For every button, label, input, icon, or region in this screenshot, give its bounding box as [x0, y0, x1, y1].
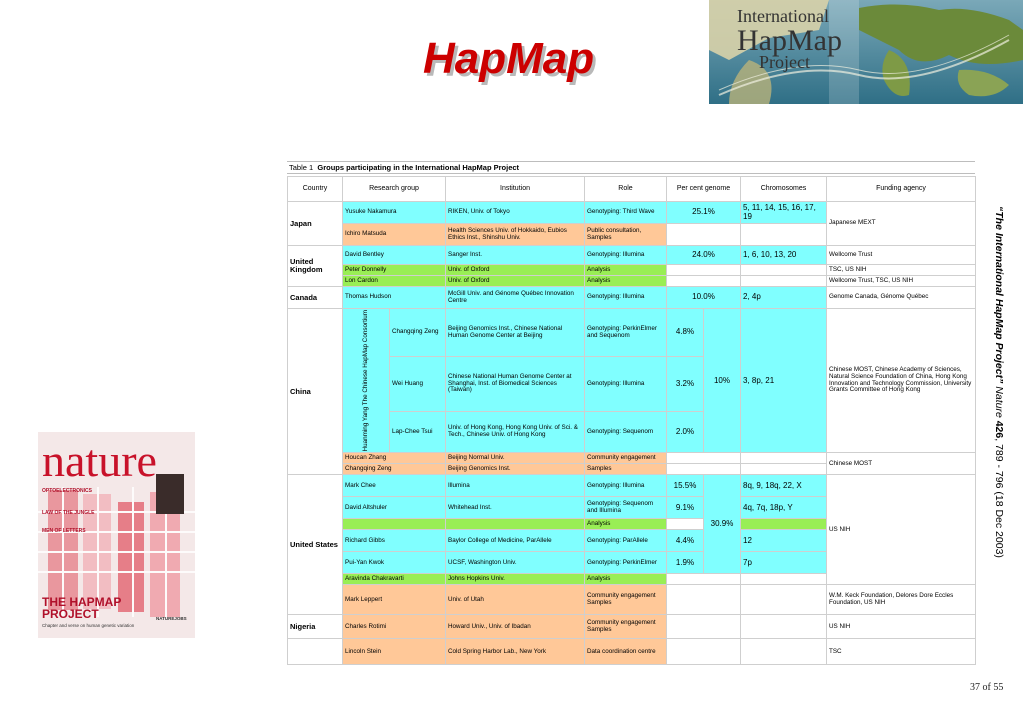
slide-title: HapMap: [423, 34, 595, 83]
hapmap-groups-table: [287, 176, 976, 665]
col-header-percent-genome: Per cent genome: [667, 177, 741, 202]
institution-cell: Univ. of Oxford: [446, 276, 585, 287]
role-cell: Community engagement Samples: [585, 585, 667, 615]
percent-cell: [667, 464, 741, 475]
role-cell: Community engagement Samples: [585, 615, 667, 639]
table-row: [288, 585, 976, 615]
citation-journal: Nature: [993, 386, 1005, 418]
logo-line3: Project: [759, 52, 810, 72]
funding-cell: TSC, US NIH: [827, 265, 976, 276]
chromosomes-cell: 8q, 9, 18q, 22, X: [741, 475, 827, 497]
table-caption-label: Table 1: [289, 163, 314, 172]
percent-cell: [667, 639, 741, 665]
percent-cell: [667, 585, 741, 615]
institution-cell: McGill Univ. and Génome Québec Innovation Centre: [446, 287, 585, 309]
chromosomes-cell: [741, 615, 827, 639]
chromosomes-cell: [741, 574, 827, 585]
percent-cell: [667, 519, 704, 530]
percent-cell: 2.0%: [667, 411, 704, 453]
col-header-research-group: Research group: [343, 177, 446, 202]
cover-headline2: PROJECT: [42, 607, 99, 621]
chromosomes-cell: [741, 453, 827, 464]
funding-cell: US NIH: [827, 475, 976, 585]
funding-cell: Japanese MEXT: [827, 202, 976, 246]
funding-cell: W.M. Keck Foundation, Delores Dore Eccles Foundation, US NIH: [827, 585, 976, 615]
role-cell: Genotyping: Illumina: [585, 475, 667, 497]
caption-rule-top: [287, 161, 975, 162]
chromosomes-cell: 3, 8p, 21: [741, 309, 827, 453]
cover-footer: NATUREJOBS: [156, 616, 187, 621]
table-caption: [289, 163, 519, 172]
institution-cell: Cold Spring Harbor Lab., New York: [446, 639, 585, 665]
consortium-label: Huanming Yang The Chinese HapMap Consortium: [361, 310, 369, 452]
funding-cell: Genome Canada, Génome Québec: [827, 287, 976, 309]
percent-cell: 15.5%: [667, 475, 704, 497]
institution-cell: Johns Hopkins Univ.: [446, 574, 585, 585]
percent-cell: 4.8%: [667, 309, 704, 357]
logo-line1: International: [737, 6, 829, 26]
chromosomes-cell: [741, 639, 827, 665]
nature-cover-image: [38, 432, 195, 638]
citation: [993, 206, 1007, 636]
chromosomes-cell: [741, 265, 827, 276]
group-cell: Lap-Chee Tsui: [390, 411, 446, 453]
funding-cell: TSC: [827, 639, 976, 665]
group-cell: Wei Huang: [390, 357, 446, 412]
cover-teaser1: OPTOELECTRONICS: [42, 488, 92, 494]
table-header-row: [288, 177, 976, 202]
country-cell: [288, 639, 343, 665]
percent-cell: [667, 276, 741, 287]
group-cell: Lon Cardon: [343, 276, 446, 287]
institution-cell: Univ. of Hong Kong, Hong Kong Univ. of Sci. & Tech., Chinese Univ. of Hong Kong: [446, 411, 585, 453]
group-cell: Pui-Yan Kwok: [343, 552, 446, 574]
cover-masthead: nature: [42, 435, 157, 486]
funding-cell: US NIH: [827, 615, 976, 639]
chromosomes-cell: 2, 4p: [741, 287, 827, 309]
table-row: [288, 202, 976, 224]
chromosomes-cell: 1, 6, 10, 13, 20: [741, 246, 827, 265]
percent-cell: 24.0%: [667, 246, 741, 265]
chromosomes-cell: 7p: [741, 552, 827, 574]
institution-cell: RIKEN, Univ. of Tokyo: [446, 202, 585, 224]
country-cell: Canada: [288, 287, 343, 309]
role-cell: Genotyping: Illumina: [585, 357, 667, 412]
col-header-role: Role: [585, 177, 667, 202]
institution-cell: Beijing Normal Univ.: [446, 453, 585, 464]
consortium-cell: [343, 309, 390, 453]
group-cell: [343, 519, 446, 530]
group-cell: Mark Leppert: [343, 585, 446, 615]
table-row: [288, 615, 976, 639]
group-cell: Changqing Zeng: [390, 309, 446, 357]
group-cell: Aravinda Chakravarti: [343, 574, 446, 585]
percent-cell: 25.1%: [667, 202, 741, 224]
funding-cell: Wellcome Trust, TSC, US NIH: [827, 276, 976, 287]
institution-cell: Howard Univ., Univ. of Ibadan: [446, 615, 585, 639]
percent-cell: [667, 453, 741, 464]
table-row: [288, 287, 976, 309]
role-cell: Analysis: [585, 519, 667, 530]
role-cell: Analysis: [585, 276, 667, 287]
institution-cell: Chinese National Human Genome Center at Shanghai, Inst. of Biomedical Sciences (Taiwan): [446, 357, 585, 412]
percent-total-cell: 30.9%: [704, 475, 741, 574]
role-cell: Genotyping: Sequenom: [585, 411, 667, 453]
cover-subhead: Chapter and verse on human genetic variation: [42, 623, 135, 628]
group-cell: David Altshuler: [343, 497, 446, 519]
table-row: [288, 453, 976, 464]
table-row: [288, 475, 976, 497]
country-cell: Nigeria: [288, 615, 343, 639]
cover-teaser2: LAW OF THE JUNGLE: [42, 510, 95, 516]
citation-volume: 426: [993, 420, 1005, 439]
percent-cell: 10.0%: [667, 287, 741, 309]
group-cell: Charles Rotimi: [343, 615, 446, 639]
chromosomes-cell: [741, 519, 827, 530]
cover-headline1: THE HAPMAP: [42, 595, 122, 609]
institution-cell: Illumina: [446, 475, 585, 497]
group-cell: Ichiro Matsuda: [343, 224, 446, 246]
chromosomes-cell: 5, 11, 14, 15, 16, 17, 19: [741, 202, 827, 224]
table-row: [288, 265, 976, 276]
funding-cell: Chinese MOST: [827, 453, 976, 475]
table-caption-text: Groups participating in the International HapMap Project: [317, 163, 520, 172]
chromosomes-cell: [741, 224, 827, 246]
table-row: [288, 639, 976, 665]
country-cell: United Kingdom: [288, 246, 343, 287]
institution-cell: Beijing Genomics Inst., Chinese National Human Genome Center at Beijing: [446, 309, 585, 357]
col-header-institution: Institution: [446, 177, 585, 202]
group-cell: Thomas Hudson: [343, 287, 446, 309]
institution-cell: Sanger Inst.: [446, 246, 585, 265]
group-cell: Peter Donnelly: [343, 265, 446, 276]
chromosomes-cell: 12: [741, 530, 827, 552]
country-cell: United States: [288, 475, 343, 615]
percent-cell: [667, 224, 741, 246]
institution-cell: Univ. of Oxford: [446, 265, 585, 276]
hapmap-logo: [709, 0, 1023, 104]
citation-quote: “The International HapMap Project”: [993, 206, 1005, 384]
role-cell: Samples: [585, 464, 667, 475]
role-cell: Analysis: [585, 574, 667, 585]
group-cell: Lincoln Stein: [343, 639, 446, 665]
caption-rule-bottom: [287, 173, 975, 174]
role-cell: Genotyping: PerkinElmer and Sequenom: [585, 309, 667, 357]
percent-cell: 4.4%: [667, 530, 704, 552]
table-row: [288, 246, 976, 265]
chromosomes-cell: [741, 464, 827, 475]
percent-cell: [667, 574, 741, 585]
table-row: [288, 276, 976, 287]
group-cell: David Bentley: [343, 246, 446, 265]
table-row: [288, 309, 976, 357]
chromosomes-cell: [741, 276, 827, 287]
percent-cell: 1.9%: [667, 552, 704, 574]
cover-teaser3: MEN OF LETTERS: [42, 528, 86, 534]
country-cell: Japan: [288, 202, 343, 246]
percent-cell: [667, 615, 741, 639]
role-cell: Genotyping: Illumina: [585, 246, 667, 265]
logo-line2: HapMap: [737, 24, 842, 57]
percent-cell: 3.2%: [667, 357, 704, 412]
role-cell: Community engagement: [585, 453, 667, 464]
col-header-country: Country: [288, 177, 343, 202]
col-header-funding: Funding agency: [827, 177, 976, 202]
role-cell: Public consultation, Samples: [585, 224, 667, 246]
funding-cell: Chinese MOST, Chinese Academy of Sciences, Natural Science Foundation of China, Hong Kong Innovation and Technology Commission, University Grants Committee of Hong Kong: [827, 309, 976, 453]
percent-total-cell: 10%: [704, 309, 741, 453]
col-header-chromosomes: Chromosomes: [741, 177, 827, 202]
institution-cell: Baylor College of Medicine, ParAllele: [446, 530, 585, 552]
institution-cell: [446, 519, 585, 530]
institution-cell: Health Sciences Univ. of Hokkaido, Eubios Ethics Inst., Shinshu Univ.: [446, 224, 585, 246]
role-cell: Genotyping: Sequenom and Illumina: [585, 497, 667, 519]
institution-cell: Beijing Genomics Inst.: [446, 464, 585, 475]
institution-cell: Whitehead Inst.: [446, 497, 585, 519]
percent-cell: [667, 265, 741, 276]
page-number: 37 of 55: [970, 682, 1004, 693]
institution-cell: Univ. of Utah: [446, 585, 585, 615]
role-cell: Genotyping: PerkinElmer: [585, 552, 667, 574]
group-cell: Yusuke Nakamura: [343, 202, 446, 224]
citation-rest: , 789 - 796 (18 Dec 2003): [993, 438, 1005, 558]
chromosomes-cell: [741, 585, 827, 615]
country-cell: China: [288, 309, 343, 475]
group-cell: Mark Chee: [343, 475, 446, 497]
group-cell: Changqing Zeng: [343, 464, 446, 475]
role-cell: Genotyping: ParAllele: [585, 530, 667, 552]
group-cell: Houcan Zhang: [343, 453, 446, 464]
institution-cell: UCSF, Washington Univ.: [446, 552, 585, 574]
group-cell: Richard Gibbs: [343, 530, 446, 552]
chromosomes-cell: 4q, 7q, 18p, Y: [741, 497, 827, 519]
funding-cell: Wellcome Trust: [827, 246, 976, 265]
role-cell: Data coordination centre: [585, 639, 667, 665]
role-cell: Genotyping: Third Wave: [585, 202, 667, 224]
percent-cell: 9.1%: [667, 497, 704, 519]
role-cell: Genotyping: Illumina: [585, 287, 667, 309]
role-cell: Analysis: [585, 265, 667, 276]
